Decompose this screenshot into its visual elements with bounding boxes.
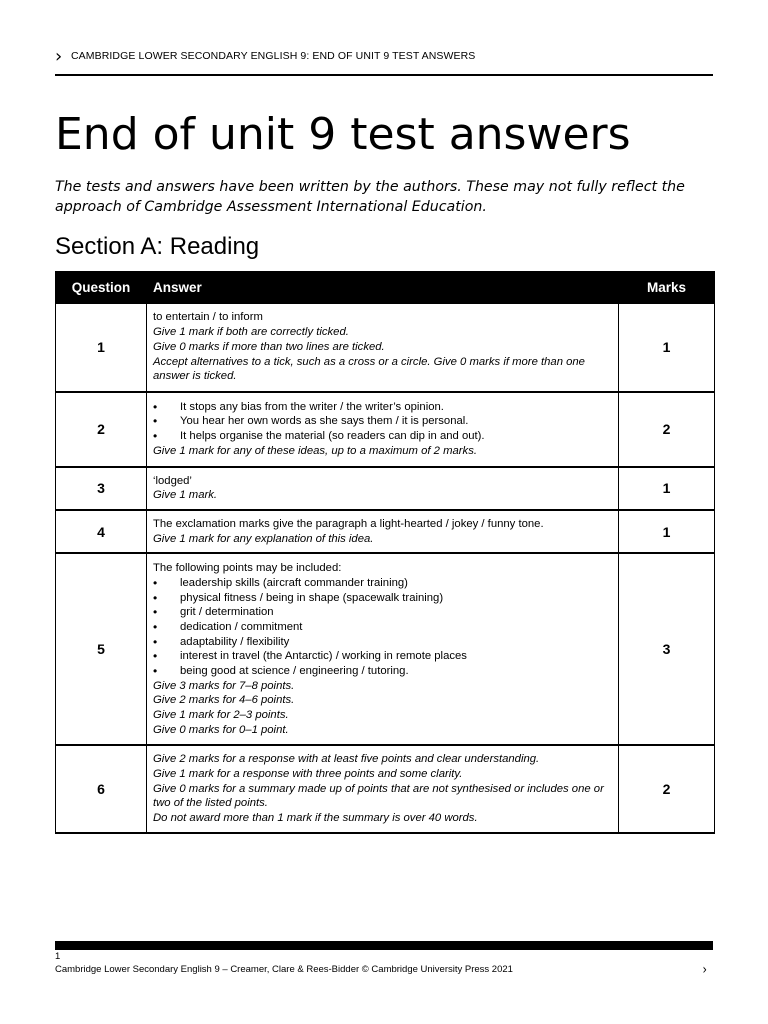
bullet-icon: • [153,634,158,649]
marking-guidance: Give 0 marks for 0–1 point. [153,723,289,736]
column-header-answer: Answer [147,272,619,304]
answer-cell [147,745,619,833]
bullet-item [153,664,612,679]
bullet-icon: • [153,590,158,605]
table-row [56,467,715,510]
question-number: 4 [56,510,147,553]
bullet-item [153,429,612,444]
answer-cell [147,467,619,510]
page-title: End of unit 9 test answers [55,109,631,160]
bullet-icon: • [153,575,158,590]
column-header-question: Question [56,272,147,304]
bullet-icon: • [153,664,158,679]
answer-text: The following points may be included: [153,562,342,575]
table-row [56,304,715,392]
table-row [56,553,715,745]
bullet-text: dedication / commitment [180,620,303,633]
footer-rule [55,941,713,950]
marking-guidance: Give 1 mark for any of these ideas, up to a maximum of 2 marks. [153,444,477,457]
marks-value: 2 [619,745,715,833]
table-body [56,304,715,833]
marking-guidance: Give 1 mark for a response with three points and some clarity. [153,768,463,781]
column-header-marks: Marks [619,272,715,304]
marks-value: 1 [619,304,715,392]
chevron-right-icon: › [55,46,63,67]
answer-text: ‘lodged’ [153,474,192,487]
marking-guidance: Give 1 mark for 2–3 points. [153,709,289,722]
marks-value: 1 [619,510,715,553]
answer-cell [147,553,619,745]
bullet-text: leadership skills (aircraft commander training) [180,576,408,589]
table-row [56,745,715,833]
table-header-row [56,272,715,304]
question-number: 1 [56,304,147,392]
question-number: 2 [56,392,147,467]
page-number: 1 [55,951,61,962]
bullet-text: being good at science / engineering / tutoring. [180,665,409,678]
marking-guidance: Give 1 mark if both are correctly ticked. [153,326,349,339]
marks-value: 1 [619,467,715,510]
intro-note: The tests and answers have been written by the authors. These may not fully reflect the approach of Cambridge Assessment International Education. [55,179,685,215]
bullet-text: It stops any bias from the writer / the writer’s opinion. [180,400,444,413]
bullet-icon: • [153,619,158,634]
table-row [56,510,715,553]
bullet-icon: • [153,605,158,620]
bullet-item [153,635,612,650]
running-header-text: CAMBRIDGE LOWER SECONDARY ENGLISH 9: END OF UNIT 9 TEST ANSWERS [71,50,476,62]
bullet-icon: • [153,429,158,443]
question-number: 5 [56,553,147,745]
marking-guidance: Give 2 marks for a response with at least five points and clear understanding. [153,753,540,766]
footer-copyright: Cambridge Lower Secondary English 9 – Creamer, Clare & Rees-Bidder © Cambridge University Press 2021 [55,964,513,975]
section-heading: Section A: Reading [55,233,260,260]
bullet-item [153,620,612,635]
bullet-item [153,591,612,606]
bullet-item [153,649,612,664]
bullet-text: adaptability / flexibility [180,635,290,648]
marking-guidance: Give 0 marks if more than two lines are ticked. [153,340,385,353]
bullet-text: physical fitness / being in shape (spacewalk training) [180,591,444,604]
bullet-item [153,576,612,591]
bullet-icon: • [153,649,158,664]
marking-guidance: Give 0 marks for a summary made up of points that are not synthesised or includes one or two of the listed points. [153,782,604,810]
bullet-text: It helps organise the material (so readers can dip in and out). [180,430,485,442]
running-header [55,46,713,76]
bullet-text: You hear her own words as she says them / it is personal. [180,415,469,428]
answers-table [55,271,715,834]
marking-guidance: Give 3 marks for 7–8 points. [153,679,295,692]
bullet-icon: • [153,399,158,414]
bullet-text: interest in travel (the Antarctic) / working in remote places [180,650,467,663]
marking-guidance: Give 1 mark. [153,489,218,502]
marks-value: 2 [619,392,715,467]
answer-cell [147,304,619,392]
answer-cell [147,510,619,553]
marking-guidance: Do not award more than 1 mark if the summary is over 40 words. [153,812,478,825]
question-number: 3 [56,467,147,510]
marking-guidance: Give 1 mark for any explanation of this idea. [153,532,374,545]
table-row [56,392,715,467]
chevron-right-icon: › [702,962,708,978]
bullet-item [153,400,612,415]
bullet-text: grit / determination [180,606,274,619]
bullet-icon: • [153,414,158,429]
answer-text: to entertain / to inform [153,311,263,324]
bullet-item [153,414,612,429]
marks-value: 3 [619,553,715,745]
bullet-item [153,605,612,620]
marking-guidance: Accept alternatives to a tick, such as a cross or a circle. Give 0 marks if more than one answer is ticked. [153,355,585,383]
answer-cell [147,392,619,467]
question-number: 6 [56,745,147,833]
answer-text: The exclamation marks give the paragraph a light-hearted / jokey / funny tone. [153,517,544,530]
marking-guidance: Give 2 marks for 4–6 points. [153,694,295,707]
